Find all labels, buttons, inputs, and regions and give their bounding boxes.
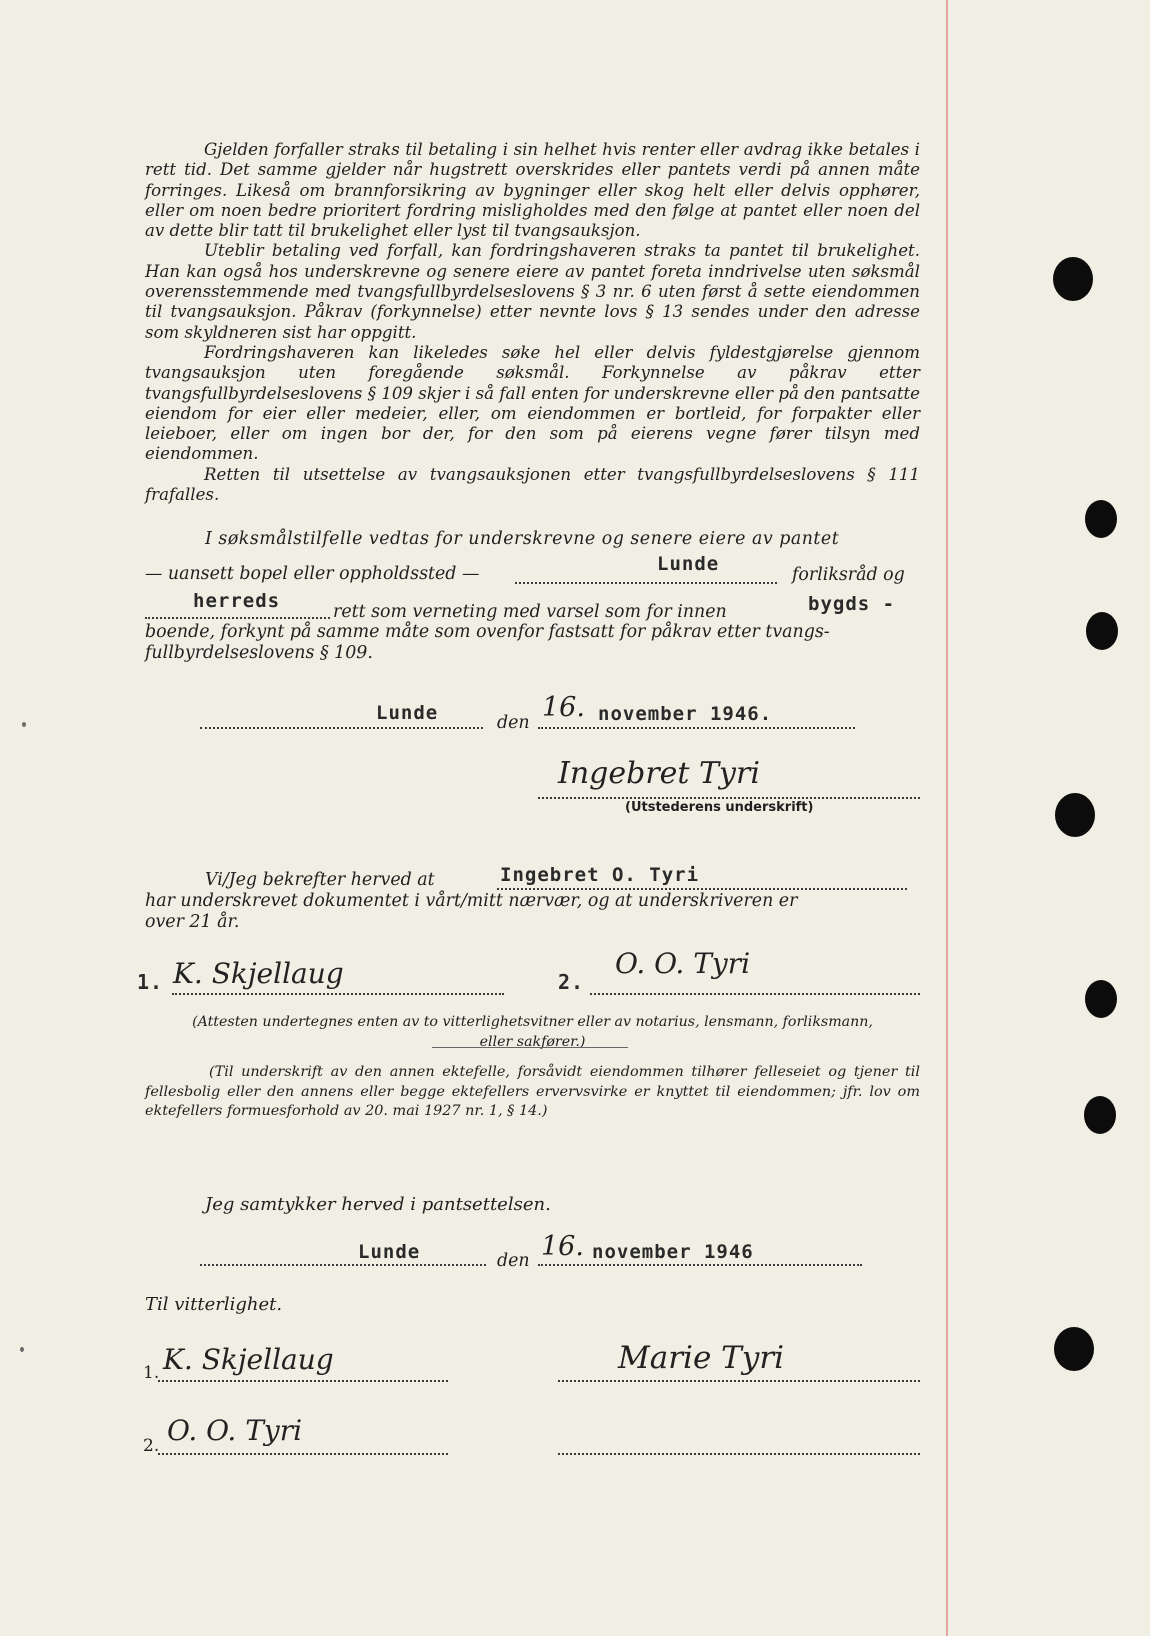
witness-1-signature: K. Skjellaug xyxy=(173,957,344,990)
issuer-signature-line xyxy=(538,797,920,799)
consent-date-line xyxy=(538,1264,862,1266)
punch-hole xyxy=(1086,612,1118,650)
paragraph-postponement: Retten til utsettelse av tvangsauksjonen etter tvangsfullbyrdelseslovens § 111 frafalles. xyxy=(145,464,920,505)
ink-speck xyxy=(20,1347,24,1352)
issue-place-value: Lunde xyxy=(376,702,439,724)
issue-month-year: november 1946. xyxy=(598,703,773,725)
spouse-second-line xyxy=(558,1453,920,1455)
legal-terms xyxy=(145,140,920,505)
witness-heading: Til vitterlighet. xyxy=(145,1294,283,1315)
venue-line3: boende, forkynt på samme måte som ovenfor fastsatt for påkrav etter tvangs- xyxy=(145,622,830,642)
attestation-note-line1: (Attesten undertegnes enten av to vitterlighetsvitner eller av notarius, lensmann, forliksmann, xyxy=(192,1014,873,1030)
attestation-line3: over 21 år. xyxy=(145,912,240,932)
issue-den-label: den xyxy=(497,713,530,733)
ink-speck xyxy=(22,722,26,727)
attestation-name-value: Ingebret O. Tyri xyxy=(500,864,700,886)
issue-day-handwritten: 16. xyxy=(542,692,585,723)
issuer-caption: (Utstederens underskrift) xyxy=(625,800,814,815)
venue-place-line xyxy=(515,582,777,584)
consent-den-label: den xyxy=(497,1251,530,1271)
issue-date-line xyxy=(538,727,855,729)
spouse-note xyxy=(145,1063,920,1122)
spouse-signature-line xyxy=(558,1380,920,1382)
venue-intro: I søksmålstilfelle vedtas for underskrevne og senere eiere av pantet xyxy=(205,529,840,549)
venue-prefix: — uansett bopel eller oppholdssted — xyxy=(145,564,480,584)
paragraph-default: Gjelden forfaller straks til betaling i sin helhet hvis renter eller avdrag ikke betales i rett tid. Det samme gjelder når hugstrett overskrides eller pantets verdi på annen måte forringes. Likeså om brannforsikring av bygninger eller skog helt eller delvis opphører, eller om noen bedre prioritert fordring misligholdes med den følge at pantet eller noen del av dette blir tatt til brukelighet eller lyst til tvangsauksjon. xyxy=(145,140,920,241)
spouse-note-text: (Til underskrift av den annen ektefelle, forsåvidt eiendommen tilhører felleseiet og tjener til fellesbolig eller den annens eller begge ektefellers ervervsvirke er knyttet til eiendommen; jfr. lov om ektefellers formuesforhold av 20. mai 1927 nr. 1, § 14.) xyxy=(145,1064,920,1119)
venue-line4: fullbyrdelseslovens § 109. xyxy=(145,643,373,663)
issue-place-line xyxy=(200,727,483,729)
issuer-signature: Ingebret Tyri xyxy=(558,756,760,791)
witness-2-line xyxy=(590,993,920,995)
consent-witness-number-2: 2. xyxy=(143,1436,160,1456)
witness-number-2: 2. xyxy=(558,970,585,994)
punch-hole xyxy=(1054,1327,1094,1371)
witness-2-signature: O. O. Tyri xyxy=(615,947,751,980)
consent-place-value: Lunde xyxy=(358,1241,421,1263)
consent-witness-number-1: 1. xyxy=(143,1363,160,1383)
attestation-note-line2: eller sakfører.) xyxy=(479,1034,586,1050)
consent-place-line xyxy=(200,1264,486,1266)
witness-1-line xyxy=(172,993,504,995)
venue-court-line xyxy=(145,617,330,619)
consent-statement: Jeg samtykker herved i pantsettelsen. xyxy=(205,1194,551,1215)
venue-area-value: bygds - xyxy=(808,593,896,615)
consent-witness-1-line xyxy=(158,1380,448,1382)
punch-hole xyxy=(1085,500,1117,538)
consent-witness-2-line xyxy=(158,1453,448,1455)
paragraph-auction: Fordringshaveren kan likeledes søke hel eller delvis fyldestgjørelse gjennom tvangsauksjon uten foregående søksmål. Forkynnelse av påkrav etter tvangsfullbyrdelseslovens § 109 skjer i så fall enten for underskrevne eller på den pantsatte eiendom for eier eller medeier, eller, om eiendommen er bortleid, for forpakter eller leieboer, eller om ingen bor der, for den som på eierens vegne fører tilsyn med eiendommen. xyxy=(145,342,920,464)
consent-month-year: november 1946 xyxy=(592,1241,754,1263)
punch-hole xyxy=(1053,257,1093,301)
venue-place-value: Lunde xyxy=(657,553,720,575)
consent-witness-2-signature: O. O. Tyri xyxy=(167,1414,303,1447)
attestation-line2: har underskrevet dokumentet i vårt/mitt nærvær, og at underskriveren er xyxy=(145,891,798,911)
punch-hole xyxy=(1084,1096,1116,1134)
attestation-prefix: Vi/Jeg bekrefter herved at xyxy=(205,870,435,890)
punch-hole xyxy=(1055,793,1095,837)
consent-witness-1-signature: K. Skjellaug xyxy=(163,1343,334,1376)
punch-hole xyxy=(1085,980,1117,1018)
paragraph-collection: Uteblir betaling ved forfall, kan fordringshaveren straks ta pantet til brukelighet. Han kan også hos underskrevne og senere eiere av pantet foreta inndrivelse uten søksmål overensstemmende med tvangsfullbyrdelseslovens § 3 nr. 6 uten først å sette eiendommen til tvangsauksjon. Påkrav (forkynnelse) etter nevnte lovs § 13 sendes under den adresse som skyldneren sist har oppgitt. xyxy=(145,241,920,342)
margin-rule xyxy=(946,0,948,1636)
consent-day-handwritten: 16. xyxy=(541,1231,584,1262)
witness-number-1: 1. xyxy=(137,970,164,994)
venue-mid: rett som verneting med varsel som for innen xyxy=(333,602,727,622)
spouse-signature: Marie Tyri xyxy=(618,1340,785,1376)
venue-court-value: herreds xyxy=(193,590,281,612)
section-divider xyxy=(432,1047,628,1048)
venue-suffix: forliksråd og xyxy=(792,565,905,585)
